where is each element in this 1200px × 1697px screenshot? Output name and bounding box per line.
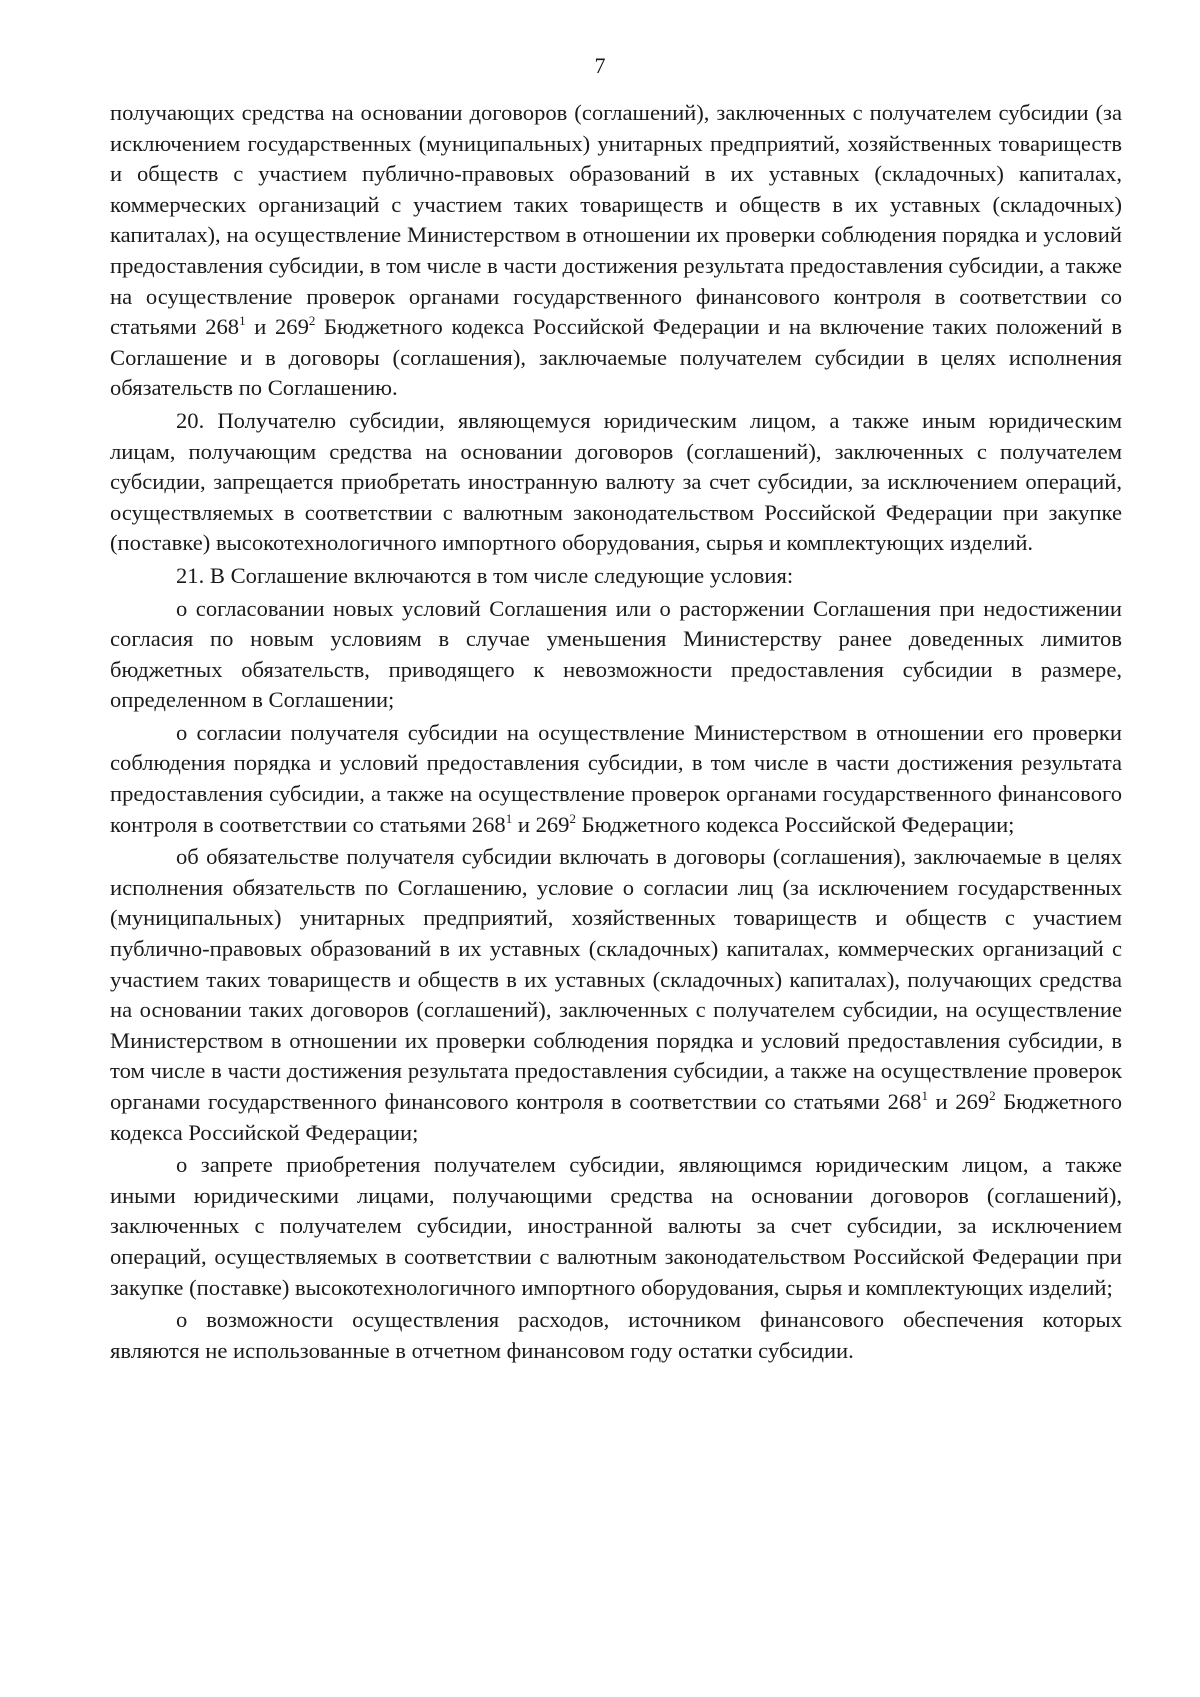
document-body [110,98,1122,1366]
paragraph-text: Бюджетного кодекса Российской Федерации; [110,1089,1123,1145]
superscript-2: 2 [569,810,576,826]
superscript-1: 1 [239,313,246,329]
paragraph-text: и 269 [512,811,570,837]
condition-agreement-change: о согласовании новых условий Соглашения или о расторжении Соглашения при недостижении согласия по новым условиям в случае уменьшения Министерству ранее доведенных лимитов бюджетных обязательств, приводящего к невозможности предоставления субсидии в размере, определенном в Соглашении; [110,595,1122,713]
paragraph-text: о согласии получателя субсидии на осуществление Министерством в отношении его проверки соблюдения порядка и условий предоставления субсидии, в том числе в части достижения результата предоставления субсидии, а также на осуществление проверок органами государственного финансового контроля в соответствии со статьями 268 [110,719,1122,837]
superscript-2: 2 [308,313,316,329]
superscript-1: 1 [505,810,513,826]
paragraph-text: и 269 [927,1089,990,1114]
paragraph-21: 21. В Соглашение включаются в том числе следующие условия: [176,562,794,588]
superscript-1: 1 [921,1088,928,1103]
condition-obligation-contracts [110,842,1122,1148]
paragraph-text: получающих средства на основании договоров (соглашений), заключенных с получателем субсидии (за исключением государственных (муниципальных) унитарных предприятий, хозяйственных товариществ и обществ с участием публично-правовых образований в их уставных (складочных) капиталах, коммерческих организаций с участием таких товариществ и обществ в их уставных (складочных) капиталах), на осуществление Министерством в отношении их проверки соблюдения порядка и условий предоставления субсидии, в том числе в части достижения результата предоставления субсидии, а также на осуществление проверок органами государственного финансового контроля в соответствии со статьями 268 [110,100,1122,340]
paragraph-continuation [110,98,1122,404]
superscript-2: 2 [989,1088,996,1103]
paragraph-text: об обязательстве получателя субсидии включать в договоры (соглашения), заключаемые в целях исполнения обязательств по Соглашению, условие о согласии лиц (за исключением государственных (муниципальных) унитарных предприятий, хозяйственных товариществ и обществ с участием публично-правовых образований в их уставных (складочных) капиталах, коммерческих организаций с участием таких товариществ и обществ в их уставных (складочных) капиталах), получающих средства на основании таких договоров (соглашений), заключенных с получателем субсидии, на осуществление Министерством в отношении их проверки соблюдения порядка и условий предоставления субсидии, в том числе в части достижения результата предоставления субсидии, а также на осуществление проверок органами государственного финансового контроля в соответствии со статьями 268 [110,844,1122,1114]
page-number: 7 [594,53,606,78]
paragraph-text: Бюджетного кодекса Российской Федерации; [575,811,1015,837]
paragraph-20: 20. Получателю субсидии, являющемуся юридическим лицом, а также иным юридическим лицам, получающим средства на основании договоров (соглашений), заключенных с получателем субсидии, запрещается приобретать иностранную валюту за счет субсидии, за исключением операций, осуществляемых в соответствии с валютным законодательством Российской Федерации при закупке (поставке) высокотехнологичного импортного оборудования, сырья и комплектующих изделий. [110,407,1122,556]
condition-unused-balance: о возможности осуществления расходов, источником финансового обеспечения которых являются не использованные в отчетном финансовом году остатки субсидии. [110,1307,1122,1363]
condition-currency-ban: о запрете приобретения получателем субсидии, являющимся юридическим лицом, а также иными юридическими лицами, получающими средства на основании договоров (соглашений), заключенных с получателем субсидии, иностранной валюты за счет субсидии, за исключением операций, осуществляемых в соответствии с валютным законодательством Российской Федерации при закупке (поставке) высокотехнологичного импортного оборудования, сырья и комплектующих изделий; [110,1152,1122,1300]
paragraph-text: Бюджетного кодекса Российской Федерации и на включение таких положений в Соглашение и в договоры (соглашения), заключаемые получателем субсидии в целях исполнения обязательств по Соглашению. [110,314,1123,401]
paragraph-text: и 269 [245,314,309,340]
condition-recipient-consent [110,718,1122,840]
